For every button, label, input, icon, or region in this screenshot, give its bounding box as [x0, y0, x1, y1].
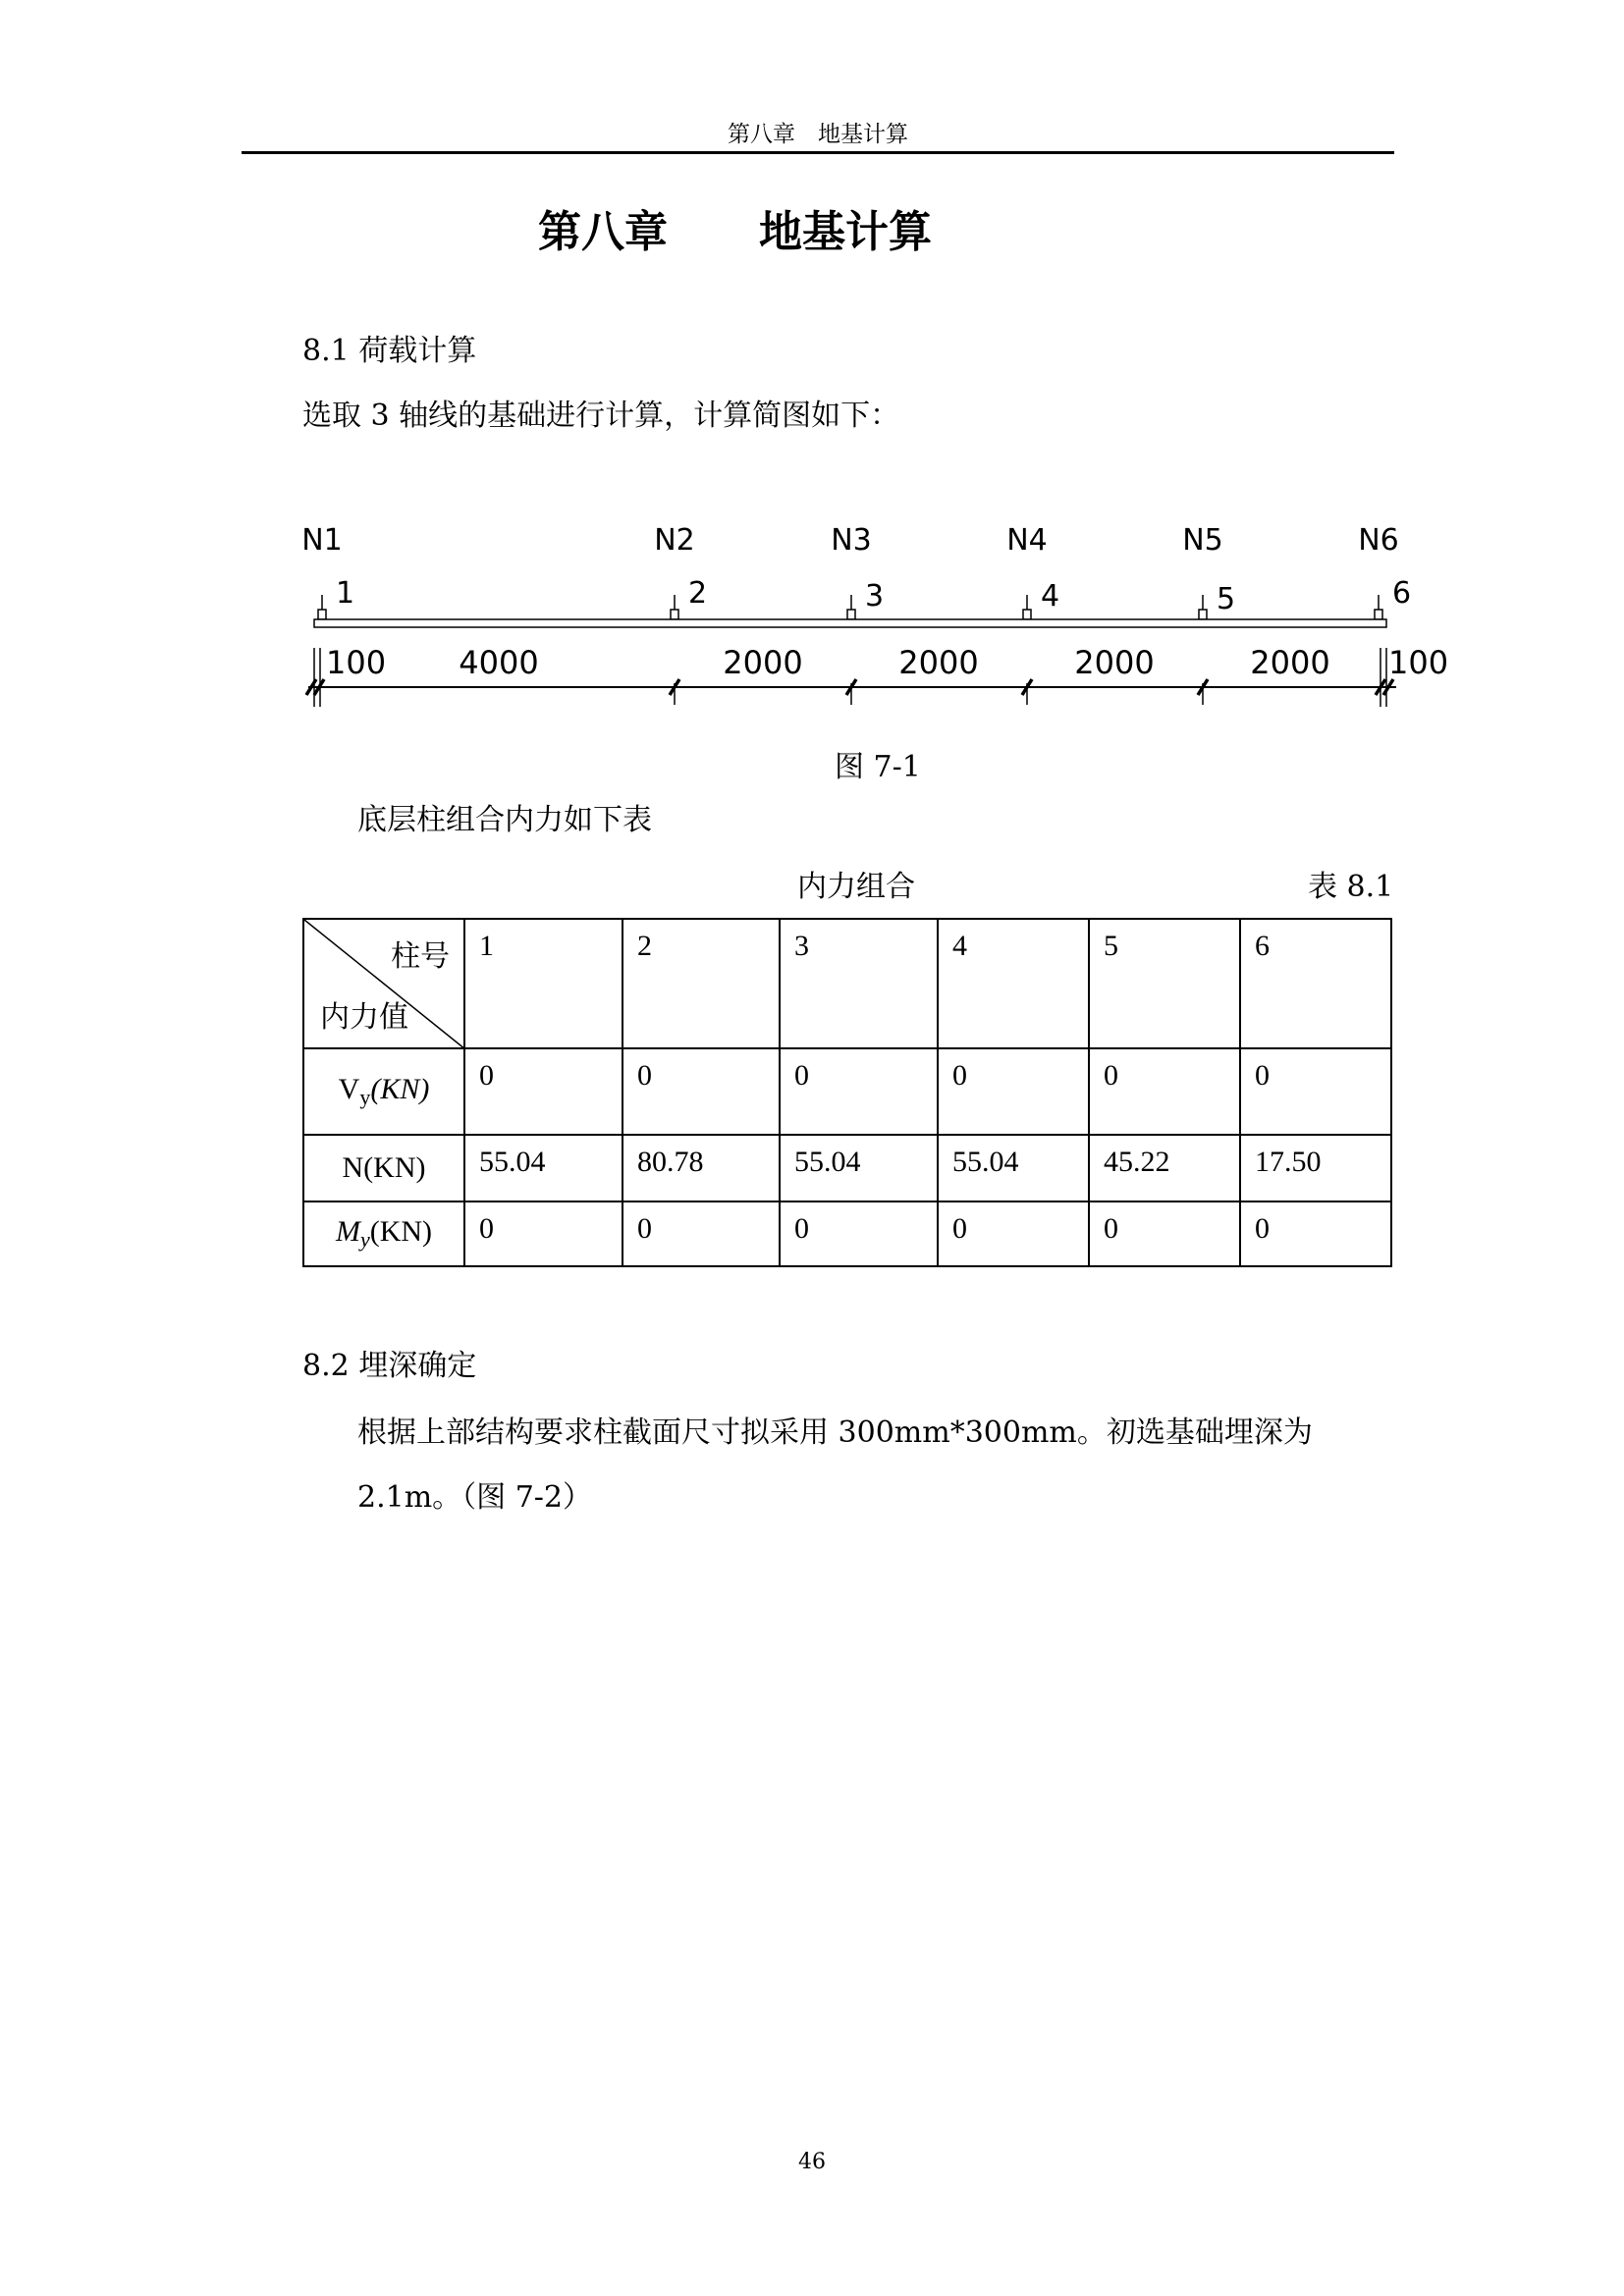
table-intro: 底层柱组合内力如下表 — [357, 803, 652, 837]
running-head: 第八章 地基计算 — [728, 122, 908, 147]
node-label: N1 — [301, 523, 343, 558]
table-cell: 55.04 — [780, 1135, 938, 1201]
table-col-header: 3 — [780, 919, 938, 1048]
figure-7-1-caption: 图 7-1 — [835, 750, 921, 784]
chapter-title-number: 第八章 — [538, 207, 668, 257]
row-label-n: N(KN) — [303, 1135, 464, 1201]
table-header-row — [303, 919, 1391, 1048]
table-cell: 0 — [1240, 1048, 1391, 1135]
page-number: 46 — [798, 2150, 826, 2174]
table-cell: 0 — [780, 1048, 938, 1135]
table-caption: 内力组合 — [797, 870, 915, 904]
table-cell: 0 — [938, 1048, 1089, 1135]
table-cell: 55.04 — [464, 1135, 623, 1201]
dimension-value: 2000 — [1074, 644, 1155, 681]
table-cell: 0 — [464, 1048, 623, 1135]
column-number: 1 — [336, 576, 355, 611]
row-label-vy: $V_y(KN)$ — [303, 1048, 464, 1135]
table-cell: 0 — [623, 1201, 780, 1266]
dimension-value: 4000 — [459, 644, 539, 681]
table-cell: 0 — [1240, 1201, 1391, 1266]
table-row-vy — [303, 1048, 1391, 1135]
column-number: 5 — [1217, 582, 1236, 616]
column-number: 2 — [688, 576, 708, 611]
chapter-title-name: 地基计算 — [759, 207, 932, 257]
section-8-2-heading: 8.2 埋深确定 — [302, 1349, 477, 1383]
section-8-1-heading: 8.1 荷载计算 — [302, 334, 477, 368]
dimension-value: 100 — [326, 644, 387, 681]
table-col-header: 4 — [938, 919, 1089, 1048]
corner-label-force-value: 内力值 — [320, 1001, 408, 1034]
node-label: N5 — [1182, 523, 1223, 558]
column-number: 6 — [1392, 576, 1412, 611]
table-col-header: 2 — [623, 919, 780, 1048]
section-8-2-line2: 2.1m。（图 7-2） — [357, 1480, 593, 1515]
node-label: N2 — [654, 523, 695, 558]
column-marker — [1023, 610, 1031, 619]
table-cell: 45.22 — [1089, 1135, 1240, 1201]
table-cell: 80.78 — [623, 1135, 780, 1201]
table-cell: 0 — [938, 1201, 1089, 1266]
table-cell: 0 — [1089, 1048, 1240, 1135]
table-number: 表 8.1 — [1308, 870, 1394, 904]
node-label: N4 — [1006, 523, 1048, 558]
row-label-my: $M_y(KN)$ — [303, 1201, 464, 1266]
column-marker — [318, 610, 326, 619]
table-col-header: 6 — [1240, 919, 1391, 1048]
column-marker — [671, 610, 678, 619]
section-8-2-line1: 根据上部结构要求柱截面尺寸拟采用 300mm*300mm。初选基础埋深为 — [357, 1415, 1313, 1450]
dimension-value: 2000 — [723, 644, 803, 681]
table-cell: 0 — [464, 1201, 623, 1266]
section-8-1-intro: 选取 3 轴线的基础进行计算，计算简图如下： — [302, 399, 900, 433]
table-row-my — [303, 1201, 1391, 1266]
corner-label-column-no: 柱号 — [391, 940, 450, 973]
internal-force-table — [302, 918, 1392, 1267]
table-cell: 0 — [1089, 1201, 1240, 1266]
header-rule — [242, 151, 1394, 154]
table-row-n — [303, 1135, 1391, 1201]
column-number: 3 — [865, 579, 885, 614]
table-cell: 0 — [623, 1048, 780, 1135]
column-marker — [847, 610, 855, 619]
column-number: 4 — [1041, 579, 1060, 614]
table-cell: 55.04 — [938, 1135, 1089, 1201]
dimension-value: 2000 — [1250, 644, 1330, 681]
column-marker — [1375, 610, 1382, 619]
foundation-beam — [314, 619, 1386, 627]
column-marker — [1199, 610, 1207, 619]
node-label: N3 — [831, 523, 872, 558]
dimension-value: 2000 — [898, 644, 979, 681]
table-col-header: 1 — [464, 919, 623, 1048]
table-col-header: 5 — [1089, 919, 1240, 1048]
table-cell: 17.50 — [1240, 1135, 1391, 1201]
table-corner-cell — [303, 919, 464, 1048]
dimension-value: 100 — [1388, 644, 1449, 681]
node-label: N6 — [1358, 523, 1399, 558]
table-cell: 0 — [780, 1201, 938, 1266]
figure-7-1-diagram — [295, 510, 1453, 717]
